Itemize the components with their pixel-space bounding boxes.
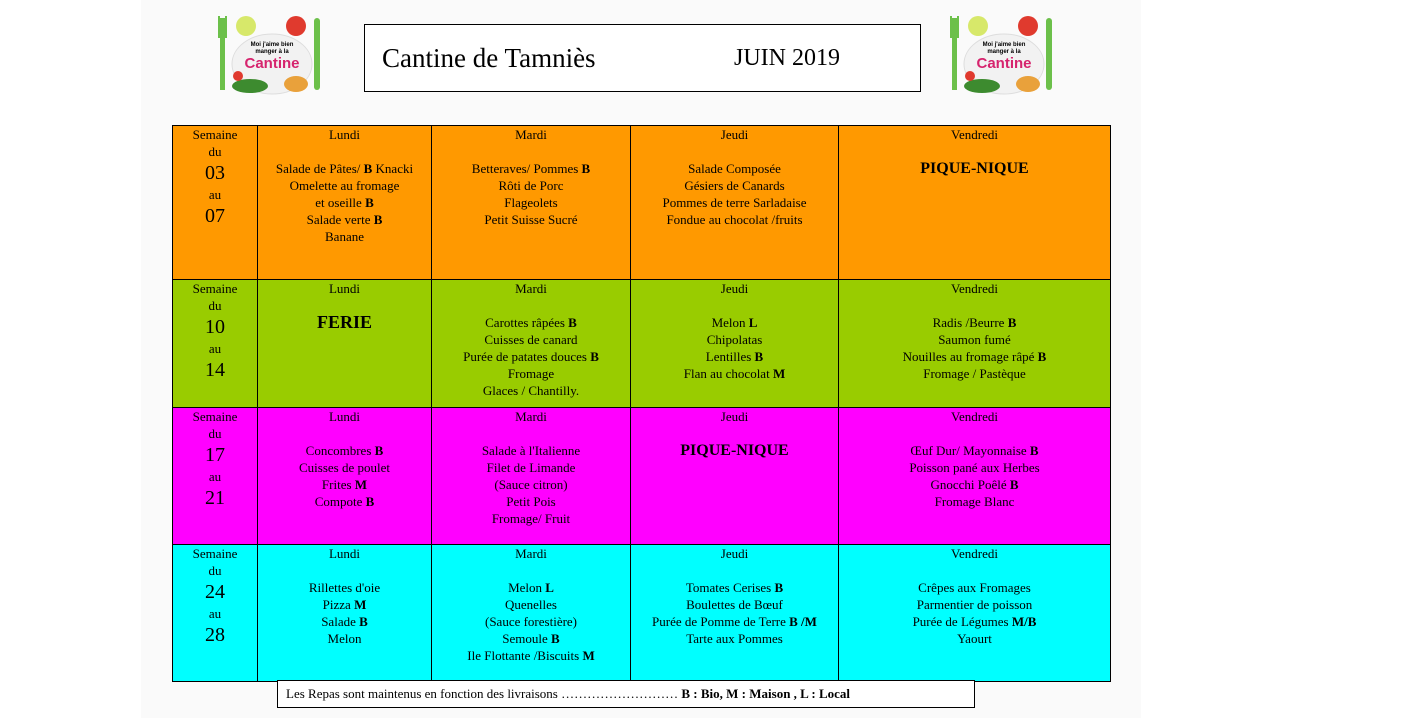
menu-item-text: Melon <box>327 631 362 646</box>
menu-item-tag: M <box>772 366 786 381</box>
menu-item-tag: B <box>754 349 764 364</box>
menu-item <box>839 493 1110 510</box>
menu-item-text: Purée de Pomme de Terre <box>652 614 790 629</box>
day-cell <box>631 545 839 682</box>
week-label: Semaine <box>192 281 238 296</box>
menu-item-tag: B <box>568 315 577 330</box>
menu-item <box>631 331 838 348</box>
menu-item <box>839 579 1110 596</box>
menu-item <box>631 177 838 194</box>
menu-items <box>432 160 630 228</box>
special-day-label: PIQUE-NIQUE <box>680 442 789 459</box>
week-au: au <box>208 469 222 484</box>
week-label: Semaine <box>192 546 238 561</box>
day-cell <box>432 126 631 280</box>
menu-item <box>631 613 838 630</box>
menu-item-text: Melon <box>508 580 546 595</box>
menu-item <box>432 493 630 510</box>
day-name: Vendredi <box>951 127 998 142</box>
week-start-date: 17 <box>205 444 225 466</box>
day-name: Lundi <box>328 409 361 424</box>
menu-item-tag: B <box>551 631 560 646</box>
title-box <box>364 24 921 92</box>
menu-item-tag: B /M <box>789 614 817 629</box>
menu-item-text: Nouilles au fromage râpé <box>902 349 1038 364</box>
menu-item <box>631 365 838 382</box>
day-cell <box>258 126 432 280</box>
week-label: Semaine <box>192 127 238 142</box>
menu-item-text-after: Knacki <box>372 161 414 176</box>
menu-item-text: Salade à l'Italienne <box>481 443 581 458</box>
menu-item <box>432 596 630 613</box>
day-name: Vendredi <box>951 281 998 296</box>
menu-item <box>258 596 431 613</box>
week-row <box>173 126 1111 280</box>
menu-item <box>258 442 431 459</box>
menu-item <box>631 211 838 228</box>
menu-item <box>839 331 1110 348</box>
menu-item-text: Petit Pois <box>506 494 556 509</box>
day-name: Vendredi <box>951 409 998 424</box>
menu-item-text: Salade Composée <box>688 161 781 176</box>
menu-item-text: Glaces / Chantilly. <box>482 383 580 398</box>
menu-item <box>839 596 1110 613</box>
week-row <box>173 545 1111 682</box>
menu-items <box>258 160 431 245</box>
special-day-label: PIQUE-NIQUE <box>920 160 1029 177</box>
menu-item-text: Flan au chocolat <box>683 366 773 381</box>
week-start-date: 10 <box>205 316 225 338</box>
menu-item <box>631 160 838 177</box>
menu-item-text: Melon <box>711 315 749 330</box>
menu-item-text: Frites <box>321 477 355 492</box>
day-cell <box>258 408 432 545</box>
week-end-date: 14 <box>205 359 225 381</box>
special-day-label: FERIE <box>316 312 372 332</box>
day-name: Lundi <box>328 546 361 561</box>
menu-items <box>432 314 630 399</box>
menu-item-text: Purée de Légumes <box>912 614 1012 629</box>
day-name: Jeudi <box>720 127 749 142</box>
menu-items <box>839 579 1110 647</box>
menu-item-text: Salade de Pâtes/ <box>275 161 364 176</box>
day-cell <box>839 126 1111 280</box>
menu-item <box>432 442 630 459</box>
day-name: Mardi <box>515 546 547 561</box>
logo-slogan: Moi j'aime bien <box>982 42 1026 48</box>
logo-slogan-2: manger à la <box>255 49 289 55</box>
menu-item <box>432 613 630 630</box>
menu-item-text: Fromage/ Fruit <box>491 511 571 526</box>
day-cell <box>432 280 631 408</box>
day-cell <box>432 545 631 682</box>
menu-item <box>258 228 431 245</box>
menu-item-text: Concombres <box>305 443 375 458</box>
day-name: Lundi <box>328 127 361 142</box>
menu-item-text: Fromage Blanc <box>934 494 1015 509</box>
menu-item <box>432 510 630 527</box>
menu-item-tag: B <box>1029 443 1039 458</box>
menu-item-text: Cuisses de poulet <box>299 460 390 475</box>
menu-item <box>432 459 630 476</box>
menu-item <box>631 314 838 331</box>
menu-item <box>631 579 838 596</box>
menu-item-text: Poisson pané aux Herbes <box>909 460 1040 475</box>
menu-item-text: Filet de Limande <box>486 460 576 475</box>
menu-items <box>432 442 630 527</box>
menu-item <box>631 630 838 647</box>
menu-item <box>432 365 630 382</box>
day-name: Mardi <box>515 281 547 296</box>
day-cell <box>631 408 839 545</box>
logo-word: Cantine <box>244 55 300 72</box>
week-label-cell <box>173 126 258 280</box>
menu-items <box>839 442 1110 510</box>
menu-item-text: Cuisses de canard <box>484 332 578 347</box>
logo-slogan-2: manger à la <box>987 49 1021 55</box>
canteen-title: Cantine de Tamniès <box>382 43 596 73</box>
day-cell <box>839 408 1111 545</box>
day-name: Jeudi <box>720 409 749 424</box>
week-du: du <box>208 563 222 578</box>
menu-item <box>258 613 431 630</box>
menu-item-text: Tomates Cerises <box>685 580 775 595</box>
day-cell <box>839 280 1111 408</box>
week-start-date: 03 <box>205 162 225 184</box>
menu-item-text: Carottes râpées <box>485 315 569 330</box>
menu-item-text: Petit Suisse Sucré <box>484 212 578 227</box>
week-start-date: 24 <box>205 581 225 603</box>
week-end-date: 28 <box>205 624 225 646</box>
logo-slogan: Moi j'aime bien <box>250 42 294 48</box>
logo-word: Cantine <box>976 55 1032 72</box>
menu-item-tag: B <box>774 580 784 595</box>
menu-item-text: Œuf Dur/ Mayonnaise <box>910 443 1030 458</box>
day-name: Vendredi <box>951 546 998 561</box>
menu-item <box>631 596 838 613</box>
menu-item <box>258 579 431 596</box>
menu-item <box>432 177 630 194</box>
menu-item <box>432 579 630 596</box>
menu-item-text: Yaourt <box>957 631 992 646</box>
week-du: du <box>208 144 222 159</box>
menu-item-text: Parmentier de poisson <box>916 597 1033 612</box>
week-end-date: 07 <box>205 205 225 227</box>
menu-item-text: Fondue au chocolat /fruits <box>666 212 803 227</box>
footer-legend-text: B : Bio, M : Maison , L : Local <box>681 686 851 701</box>
day-name: Jeudi <box>720 281 749 296</box>
menu-item <box>631 348 838 365</box>
canteen-logo-right <box>948 12 1060 100</box>
menu-item-tag: M <box>354 597 367 612</box>
menu-item <box>432 331 630 348</box>
footer-note: Les Repas sont maintenus en fonction des livraisons ……………………… <box>286 686 682 701</box>
day-cell <box>631 280 839 408</box>
week-au: au <box>208 341 222 356</box>
week-row <box>173 408 1111 545</box>
menu-item-text: Omelette au fromage <box>289 178 400 193</box>
menu-item-text: Ile Flottante /Biscuits <box>467 648 583 663</box>
menu-item <box>258 476 431 493</box>
week-du: du <box>208 426 222 441</box>
week-end-date: 21 <box>205 487 225 509</box>
week-au: au <box>208 606 222 621</box>
menu-item-text: Boulettes de Bœuf <box>686 597 783 612</box>
menu-items <box>839 314 1110 382</box>
menu-item-text: Compote <box>314 494 366 509</box>
menu-item-text: Quenelles <box>505 597 557 612</box>
menu-item-text: Lentilles <box>705 349 755 364</box>
menu-item <box>839 630 1110 647</box>
day-cell <box>258 280 432 408</box>
menu-item <box>258 160 431 177</box>
week-label: Semaine <box>192 409 238 424</box>
menu-item-tag: B <box>359 614 368 629</box>
week-label-cell <box>173 408 258 545</box>
menu-item-tag: B <box>365 195 374 210</box>
menu-item-text: Betteraves/ Pommes <box>471 161 582 176</box>
menu-item-text: Rôti de Porc <box>498 178 564 193</box>
week-du: du <box>208 298 222 313</box>
menu-item-text: Purée de patates douces <box>463 349 591 364</box>
menu-items <box>258 442 431 510</box>
menu-item <box>432 211 630 228</box>
menu-item-tag: B <box>1009 477 1019 492</box>
menu-items <box>432 579 630 664</box>
canteen-logo-left <box>216 12 328 100</box>
menu-item <box>258 177 431 194</box>
day-name: Jeudi <box>720 546 749 561</box>
week-au: au <box>208 187 222 202</box>
menu-item-tag: L <box>545 580 554 595</box>
menu-item-text: Saumon fumé <box>938 332 1011 347</box>
day-name: Mardi <box>515 409 547 424</box>
day-cell <box>258 545 432 682</box>
menu-items <box>258 579 431 647</box>
menu-item-tag: B <box>590 349 599 364</box>
menu-table <box>172 125 1111 682</box>
menu-item-text: Rillettes d'oie <box>308 580 381 595</box>
menu-item-text: Tarte aux Pommes <box>686 631 783 646</box>
menu-item-text: Chipolatas <box>706 332 763 347</box>
menu-items <box>631 579 838 647</box>
menu-item <box>839 365 1110 382</box>
menu-item <box>432 476 630 493</box>
menu-item-tag: M/B <box>1011 614 1037 629</box>
menu-item-tag: B <box>1037 349 1047 364</box>
menu-item <box>839 314 1110 331</box>
day-cell <box>432 408 631 545</box>
menu-item-text: Radis /Beurre <box>932 315 1008 330</box>
menu-item <box>258 493 431 510</box>
menu-item <box>839 476 1110 493</box>
menu-item-tag: B <box>373 212 383 227</box>
menu-item-text: Pizza <box>322 597 355 612</box>
menu-item-text: Fromage / Pastèque <box>923 366 1026 381</box>
month-title: JUIN 2019 <box>734 45 840 71</box>
menu-item <box>432 647 630 664</box>
menu-item <box>432 194 630 211</box>
menu-item-tag: B <box>365 494 375 509</box>
menu-item-text: Fromage <box>507 366 555 381</box>
menu-item-text: Gnocchi Poêlé <box>930 477 1010 492</box>
menu-item <box>432 630 630 647</box>
menu-item-tag: B <box>581 161 591 176</box>
day-name: Mardi <box>515 127 547 142</box>
day-cell <box>631 126 839 280</box>
footer-legend <box>277 680 975 708</box>
menu-item <box>839 348 1110 365</box>
menu-item-text: Semoule <box>502 631 552 646</box>
menu-item-text: Pommes de terre Sarladaise <box>662 195 807 210</box>
menu-item-tag: L <box>748 315 758 330</box>
menu-item-tag: M <box>582 648 595 663</box>
menu-item <box>258 459 431 476</box>
week-label-cell <box>173 545 258 682</box>
menu-item <box>839 613 1110 630</box>
menu-item-tag: B <box>363 161 373 176</box>
menu-item <box>258 630 431 647</box>
menu-item <box>432 314 630 331</box>
menu-item-text: et oseille <box>315 195 366 210</box>
menu-item-text: Gésiers de Canards <box>684 178 785 193</box>
menu-item-text: (Sauce citron) <box>494 477 568 492</box>
menu-item-tag: M <box>354 477 368 492</box>
menu-item-text: Flageolets <box>504 195 558 210</box>
menu-item <box>432 160 630 177</box>
menu-item-tag: B <box>1007 315 1017 330</box>
day-cell <box>839 545 1111 682</box>
menu-item-text: Salade verte <box>306 212 374 227</box>
menu-item-text: Salade <box>321 614 360 629</box>
menu-item-text: (Sauce forestière) <box>484 614 578 629</box>
menu-item-text: Banane <box>325 229 364 244</box>
menu-item <box>631 194 838 211</box>
menu-items <box>631 314 838 382</box>
week-row <box>173 280 1111 408</box>
menu-item <box>432 382 630 399</box>
menu-item <box>258 194 431 211</box>
menu-item <box>258 211 431 228</box>
menu-item <box>432 348 630 365</box>
menu-item-text: Crêpes aux Fromages <box>918 580 1031 595</box>
day-name: Lundi <box>328 281 361 296</box>
week-label-cell <box>173 280 258 408</box>
menu-item <box>839 442 1110 459</box>
menu-items <box>631 160 838 228</box>
menu-item-tag: B <box>374 443 384 458</box>
menu-item <box>839 459 1110 476</box>
